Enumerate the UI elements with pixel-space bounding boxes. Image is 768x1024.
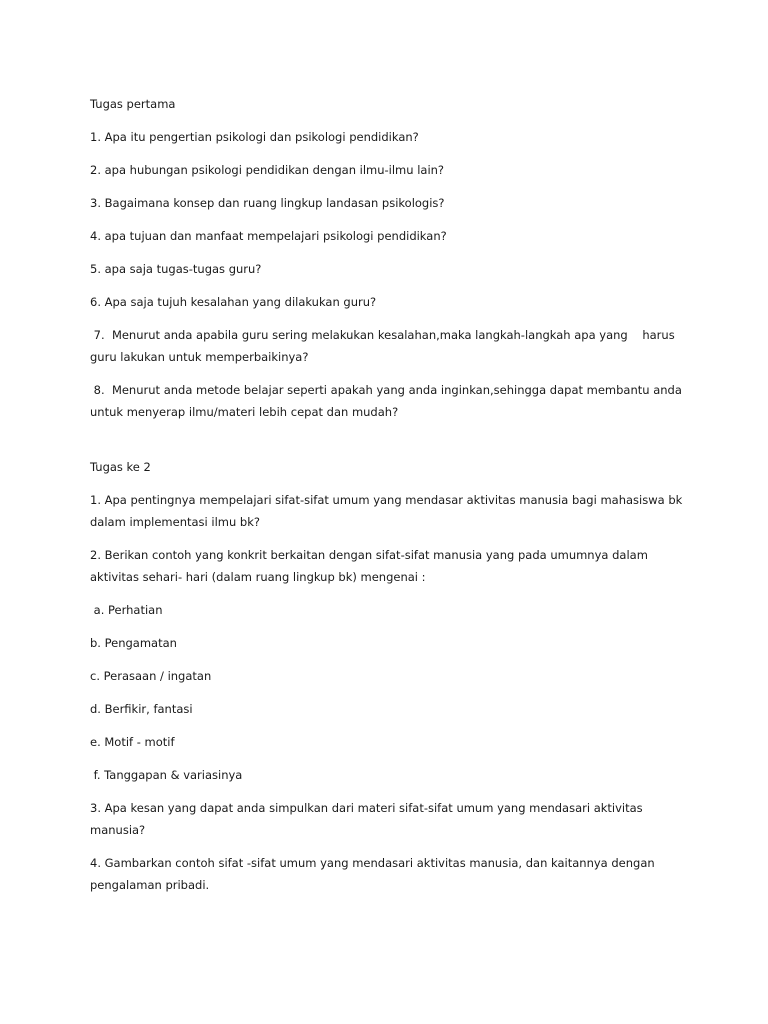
task2-question-1: 1. Apa pentingnya mempelajari sifat-sifat umum yang mendasar aktivitas manusia bagi mahasiswa bk dalam implementasi ilmu bk? — [90, 493, 686, 529]
task2-question-4: 4. Gambarkan contoh sifat -sifat umum yang mendasari aktivitas manusia, dan kaitannya dengan pengalaman pribadi. — [90, 856, 659, 892]
task2-subitem-b: b. Pengamatan — [90, 636, 177, 650]
question-3: 3. Bagaimana konsep dan ruang lingkup landasan psikologis? — [90, 196, 445, 210]
question-4: 4. apa tujuan dan manfaat mempelajari psikologi pendidikan? — [90, 229, 447, 243]
task2-question-3: 3. Apa kesan yang dapat anda simpulkan dari materi sifat-sifat umum yang mendasari aktivitas manusia? — [90, 801, 647, 837]
question-5: 5. apa saja tugas-tugas guru? — [90, 262, 262, 276]
question-8: 8. Menurut anda metode belajar seperti apakah yang anda inginkan,sehingga dapat membantu anda untuk menyerap ilmu/materi lebih cepat dan mudah? — [90, 383, 686, 419]
question-7: 7. Menurut anda apabila guru sering melakukan kesalahan,maka langkah-langkah apa yang harus guru lakukan untuk memperbaikinya? — [90, 328, 679, 364]
task2-question-2: 2. Berikan contoh yang konkrit berkaitan dengan sifat-sifat manusia yang pada umumnya dalam aktivitas sehari- hari (dalam ruang lingkup bk) mengenai : — [90, 548, 652, 584]
question-1: 1. Apa itu pengertian psikologi dan psikologi pendidikan? — [90, 130, 419, 144]
task2-subitem-a: a. Perhatian — [90, 603, 163, 617]
section-heading-tugas-pertama: Tugas pertama — [90, 97, 176, 111]
question-2: 2. apa hubungan psikologi pendidikan dengan ilmu-ilmu lain? — [90, 163, 445, 177]
task2-subitem-d: d. Berfikir, fantasi — [90, 702, 193, 716]
task2-subitem-e: e. Motif - motif — [90, 735, 175, 749]
section-spacer — [90, 434, 690, 456]
question-6: 6. Apa saja tujuh kesalahan yang dilakukan guru? — [90, 295, 377, 309]
task2-subitem-f: f. Tanggapan & variasinya — [90, 768, 243, 782]
section-heading-tugas-ke-2: Tugas ke 2 — [90, 460, 151, 474]
task2-subitem-c: c. Perasaan / ingatan — [90, 669, 212, 683]
document-body — [90, 93, 690, 907]
